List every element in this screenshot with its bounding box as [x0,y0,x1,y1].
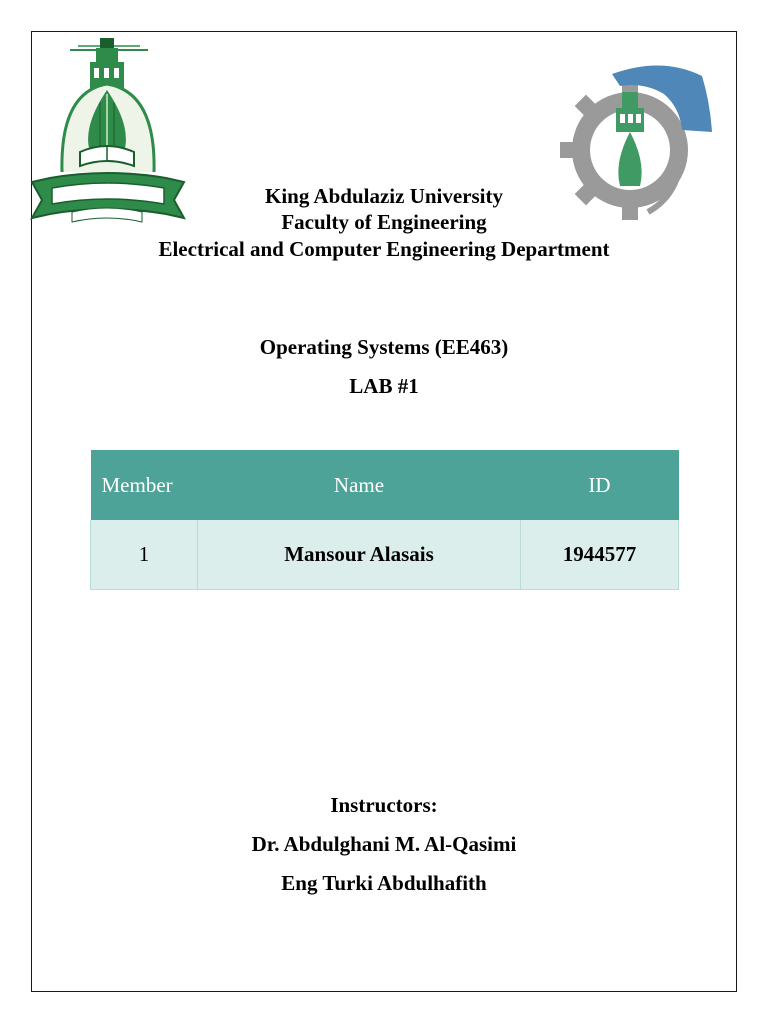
member-name: Mansour Alasais [198,520,521,590]
members-table [90,450,679,590]
instructors-section [0,786,768,903]
instructor-name: Dr. Abdulghani M. Al-Qasimi [251,832,517,856]
department-name: Electrical and Computer Engineering Department [158,237,610,261]
document-header [0,183,768,263]
member-id: 1944577 [521,520,679,590]
course-title: Operating Systems (EE463) [259,335,509,359]
table-header-row [91,450,679,520]
faculty-name: Faculty of Engineering [281,210,487,234]
column-header-id: ID [521,450,679,520]
column-header-member: Member [91,450,198,520]
lab-title: LAB #1 [349,374,419,398]
instructor-name: Eng Turki Abdulhafith [281,871,487,895]
table-row [91,520,679,590]
member-number: 1 [91,520,198,590]
instructors-label: Instructors: [330,793,438,817]
column-header-name: Name [198,450,521,520]
university-name: King Abdulaziz University [264,184,504,208]
